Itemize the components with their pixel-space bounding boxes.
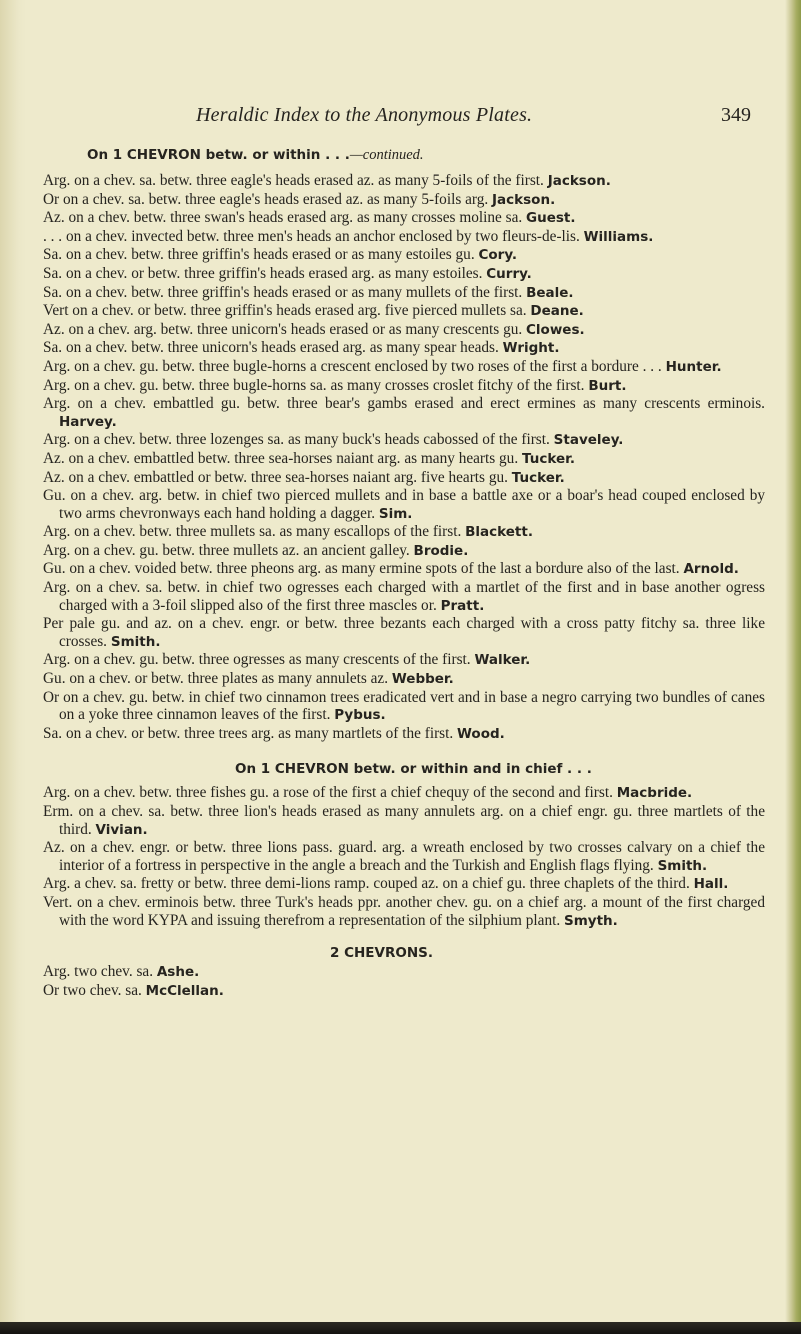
index-entry bbox=[43, 579, 765, 615]
family-name: Webber. bbox=[391, 671, 454, 688]
index-entry bbox=[43, 284, 765, 303]
index-entry bbox=[43, 523, 765, 542]
index-entry bbox=[43, 191, 765, 210]
family-name: Hunter. bbox=[665, 358, 722, 375]
index-entry bbox=[43, 875, 765, 894]
index-entry bbox=[43, 784, 765, 803]
family-name: Walker. bbox=[474, 652, 531, 669]
family-name: Staveley. bbox=[553, 432, 624, 449]
family-name: Beale. bbox=[526, 284, 574, 301]
blazon-text: Az. on a chev. embattled betw. three sea-horses naiant arg. as many hearts gu. bbox=[43, 449, 519, 467]
family-name: Guest. bbox=[526, 210, 576, 227]
index-entry bbox=[43, 615, 765, 651]
family-name: Brodie. bbox=[413, 542, 469, 559]
page-header bbox=[0, 104, 801, 130]
blazon-text: Arg. on a chev. sa. betw. in chief two ogresses each charged with a martlet of the first and in base another ogress charged with a 3-foil slipped also of the first three mascles or. bbox=[43, 579, 765, 614]
blazon-text: Vert on a chev. or betw. three griffin's heads erased arg. five pierced mullets sa. bbox=[43, 302, 527, 320]
index-entry bbox=[43, 228, 765, 247]
index-entry bbox=[43, 963, 765, 982]
index-entry bbox=[43, 894, 765, 930]
index-entry bbox=[43, 689, 765, 725]
page-right-edge bbox=[785, 0, 801, 1334]
blazon-text: Vert. on a chev. erminois betw. three Turk's heads ppr. another chev. gu. on a chief arg. a mount of the first charged with the word KYPA and issuing therefrom a representation of the silphium plant. bbox=[43, 893, 765, 929]
page-number: 349 bbox=[721, 104, 751, 126]
index-entry bbox=[43, 209, 765, 228]
section-heading bbox=[43, 146, 765, 165]
blazon-text: Erm. on a chev. sa. betw. three lion's heads erased as many annulets arg. on a chief engr. gu. three martlets of the third. bbox=[43, 803, 765, 838]
family-name: Wright. bbox=[502, 340, 560, 357]
blazon-text: Sa. on a chev. or betw. three trees arg. as many martlets of the first. bbox=[43, 724, 454, 742]
index-entry bbox=[43, 469, 765, 488]
blazon-text: Arg. on a chev. gu. betw. three ogresses as many crescents of the first. bbox=[43, 651, 471, 669]
index-entry bbox=[43, 487, 765, 523]
index-entry bbox=[43, 431, 765, 450]
family-name: Cory. bbox=[478, 247, 518, 264]
family-name: Jackson. bbox=[492, 191, 556, 208]
index-entry bbox=[43, 725, 765, 744]
blazon-text: Arg. a chev. sa. fretty or betw. three demi-lions ramp. couped az. on a chief gu. three chaplets of the third. bbox=[43, 875, 690, 893]
index-entry bbox=[43, 982, 765, 1001]
index-entry bbox=[43, 265, 765, 284]
family-name: Smyth. bbox=[564, 912, 618, 929]
family-name: Pratt. bbox=[440, 597, 485, 614]
family-name: Pybus. bbox=[334, 707, 386, 724]
family-name: Burt. bbox=[588, 377, 627, 394]
index-body bbox=[43, 146, 765, 1000]
blazon-text: Gu. on a chev. or betw. three plates as many annulets az. bbox=[43, 670, 389, 688]
blazon-text: Per pale gu. and az. on a chev. engr. or betw. three bezants each charged with a cross patty fitchy sa. three like crosses. bbox=[43, 615, 765, 650]
family-name: Blackett. bbox=[465, 524, 533, 541]
family-name: Deane. bbox=[530, 303, 584, 320]
blazon-text: Arg. on a chev. gu. betw. three mullets az. an ancient galley. bbox=[43, 541, 410, 559]
family-name: Jackson. bbox=[547, 173, 611, 189]
family-name: Wood. bbox=[457, 725, 505, 742]
index-entry bbox=[43, 358, 765, 377]
family-name: Harvey. bbox=[59, 413, 117, 430]
blazon-text: Or on a chev. sa. betw. three eagle's heads erased az. as many 5-foils arg. bbox=[43, 190, 489, 208]
family-name: Clowes. bbox=[526, 321, 585, 338]
index-entry bbox=[43, 542, 765, 561]
index-entry bbox=[43, 670, 765, 689]
index-entry bbox=[43, 172, 765, 191]
index-entry bbox=[43, 803, 765, 839]
running-head: Heraldic Index to the Anonymous Plates. bbox=[196, 104, 533, 126]
index-entry bbox=[43, 339, 765, 358]
scan-bottom-edge bbox=[0, 1322, 801, 1334]
family-name: McClellan. bbox=[145, 982, 224, 999]
section-heading-text: On 1 CHEVRON betw. or within and in chief . . . bbox=[235, 761, 592, 778]
family-name: Smith. bbox=[110, 633, 161, 650]
section-heading-text: On 1 CHEVRON betw. or within . . . bbox=[87, 147, 350, 163]
family-name: Arnold. bbox=[683, 561, 739, 578]
family-name: Macbride. bbox=[616, 785, 693, 802]
index-entry bbox=[43, 839, 765, 875]
blazon-text: Arg. two chev. sa. bbox=[43, 963, 154, 981]
blazon-text: Sa. on a chev. or betw. three griffin's heads erased arg. as many estoiles. bbox=[43, 264, 483, 282]
blazon-text: Az. on a chev. arg. betw. three unicorn's heads erased or as many crescents gu. bbox=[43, 320, 523, 338]
index-entry bbox=[43, 302, 765, 321]
section-heading-text: 2 CHEVRONS. bbox=[330, 945, 433, 962]
family-name: Williams. bbox=[583, 228, 654, 245]
blazon-text: Sa. on a chev. betw. three griffin's heads erased or as many mullets of the first. bbox=[43, 283, 523, 301]
blazon-text: Arg. on a chev. sa. betw. three eagle's heads erased az. as many 5-foils of the first. bbox=[43, 172, 544, 189]
blazon-text: . . . on a chev. invected betw. three men's heads an anchor enclosed by two fleurs-de-lis. bbox=[43, 227, 580, 245]
blazon-text: Or two chev. sa. bbox=[43, 981, 142, 999]
family-name: Hall. bbox=[693, 876, 729, 893]
family-name: Ashe. bbox=[156, 964, 200, 981]
blazon-text: Gu. on a chev. voided betw. three pheons arg. as many ermine spots of the last a bordure also of the last. bbox=[43, 560, 680, 578]
family-name: Curry. bbox=[486, 265, 532, 282]
section-heading bbox=[43, 944, 765, 963]
blazon-text: Sa. on a chev. betw. three unicorn's heads erased arg. as many spear heads. bbox=[43, 339, 499, 357]
index-entry bbox=[43, 651, 765, 670]
blazon-text: Gu. on a chev. arg. betw. in chief two pierced mullets and in base a battle axe or a boar's head couped enclosed by two arms chevronways each hand holding a dagger. bbox=[43, 487, 765, 522]
family-name: Sim. bbox=[378, 505, 413, 522]
family-name: Vivian. bbox=[95, 821, 148, 838]
index-entry bbox=[43, 321, 765, 340]
index-entry bbox=[43, 450, 765, 469]
blazon-text: Arg. on a chev. gu. betw. three bugle-horns a crescent enclosed by two roses of the first a bordure . . . bbox=[43, 357, 662, 375]
blazon-text: Sa. on a chev. betw. three griffin's heads erased or as many estoiles gu. bbox=[43, 246, 475, 264]
blazon-text: Arg. on a chev. gu. betw. three bugle-horns sa. as many crosses croslet fitchy of the first. bbox=[43, 376, 585, 394]
blazon-text: Arg. on a chev. betw. three lozenges sa. as many buck's heads cabossed of the first. bbox=[43, 431, 550, 449]
blazon-text: Or on a chev. gu. betw. in chief two cinnamon trees eradicated vert and in base a negro carrying two bundles of canes on a yoke three cinnamon leaves of the first. bbox=[43, 688, 765, 724]
family-name: Tucker. bbox=[522, 450, 575, 467]
page-left-edge bbox=[0, 0, 26, 1334]
index-entry bbox=[43, 395, 765, 431]
family-name: Tucker. bbox=[511, 469, 565, 486]
blazon-text: Arg. on a chev. betw. three mullets sa. as many escallops of the first. bbox=[43, 523, 462, 541]
index-entry bbox=[43, 560, 765, 579]
blazon-text: Arg. on a chev. embattled gu. betw. three bear's gambs erased and erect ermines as many crescents erminois. bbox=[43, 395, 765, 413]
index-entry bbox=[43, 246, 765, 265]
blazon-text: Arg. on a chev. betw. three fishes gu. a rose of the first a chief chequy of the second and first. bbox=[43, 784, 613, 802]
blazon-text: Az. on a chev. engr. or betw. three lions pass. guard. arg. a wreath enclosed by two crosses calvary on a chief the interior of a fortress in perspective in the angle a breach and the Turkish and English flags flying. bbox=[43, 839, 765, 874]
section-heading-continued: —continued. bbox=[349, 147, 424, 163]
family-name: Smith. bbox=[657, 857, 708, 874]
index-entry bbox=[43, 377, 765, 396]
blazon-text: Az. on a chev. betw. three swan's heads erased arg. as many crosses moline sa. bbox=[43, 209, 523, 227]
blazon-text: Az. on a chev. embattled or betw. three sea-horses naiant arg. five hearts gu. bbox=[43, 468, 508, 486]
section-heading bbox=[43, 760, 765, 779]
